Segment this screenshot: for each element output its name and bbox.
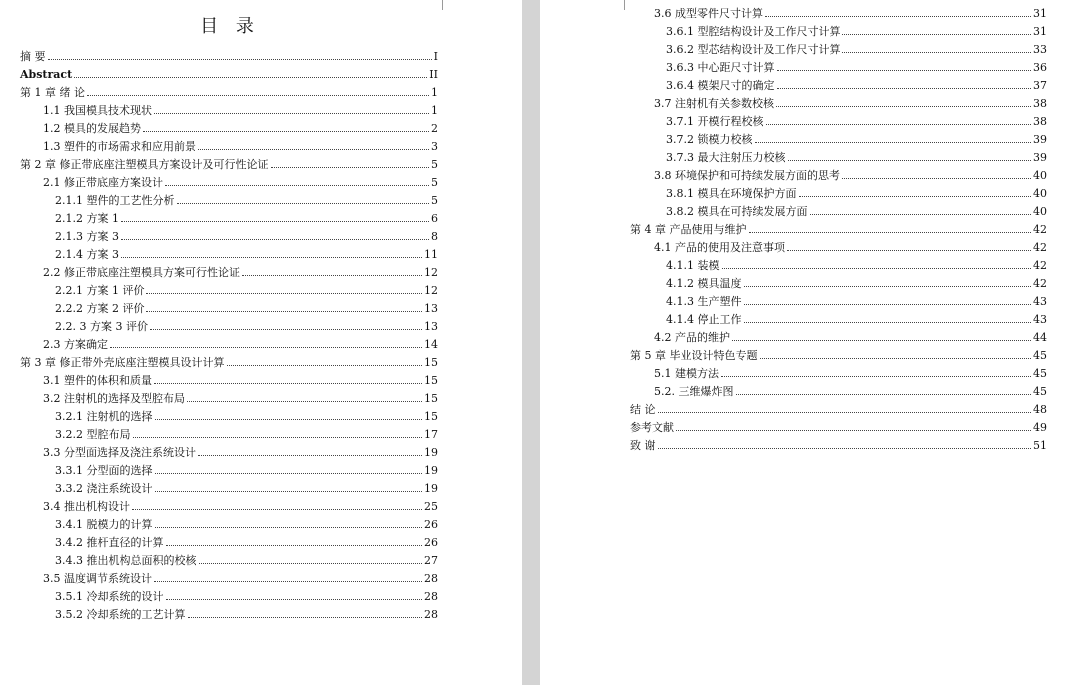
toc-entry-label: 3.3 分型面选择及浇注系统设计 (43, 446, 196, 459)
toc-entry[interactable] (630, 21, 1047, 39)
dot-leader (121, 221, 429, 222)
toc-entry-label: 参考文献 (630, 421, 674, 434)
toc-entry-page-number: 5 (431, 194, 438, 207)
toc-entry-label: 1.2 模具的发展趋势 (43, 122, 141, 135)
toc-entry-page-number: 45 (1033, 385, 1047, 398)
dot-leader (749, 232, 1032, 233)
toc-entry-page-number: 48 (1033, 403, 1047, 416)
toc-entry-page-number: II (429, 68, 438, 81)
toc-entry-label: 4.1.4 停止工作 (666, 313, 742, 326)
toc-entry-label: 3.8.1 模具在环境保护方面 (666, 187, 797, 200)
toc-entry-label: 4.1.2 模具温度 (666, 277, 742, 290)
dot-leader (155, 473, 423, 474)
toc-entry[interactable] (20, 64, 438, 82)
toc-entry-page-number: 38 (1033, 115, 1047, 128)
toc-entry[interactable] (630, 57, 1047, 75)
toc-entry-label: 3.3.1 分型面的选择 (55, 464, 153, 477)
toc-entry-label: 2.2 修正带底座注塑模具方案可行性论证 (43, 266, 240, 279)
toc-entry[interactable] (630, 129, 1047, 147)
toc-entry-label: 3.8.2 模具在可持续发展方面 (666, 205, 808, 218)
dot-leader (799, 196, 1032, 197)
toc-entry-label: 3.5 温度调节系统设计 (43, 572, 152, 585)
toc-entry-label: 3.4 推出机构设计 (43, 500, 130, 513)
dot-leader (165, 185, 429, 186)
toc-entry[interactable] (20, 118, 438, 136)
toc-entry[interactable] (630, 39, 1047, 57)
toc-entry[interactable] (20, 514, 438, 532)
dot-leader (188, 617, 423, 618)
toc-entry-page-number: 28 (424, 572, 438, 585)
toc-title: 目 录 (200, 16, 260, 37)
toc-entry-label: 2.1.4 方案 3 (55, 248, 119, 261)
toc-entry[interactable] (20, 82, 438, 100)
toc-entry-page-number: 40 (1033, 187, 1047, 200)
toc-entry-label: 4.2 产品的维护 (654, 331, 730, 344)
toc-entry-page-number: 15 (424, 374, 438, 387)
dot-leader (199, 563, 423, 564)
toc-entry[interactable] (20, 388, 438, 406)
toc-entry[interactable] (630, 291, 1047, 309)
toc-entry-page-number: 28 (424, 590, 438, 603)
dot-leader (842, 52, 1031, 53)
toc-entry[interactable] (630, 327, 1047, 345)
toc-entry[interactable] (20, 478, 438, 496)
dot-leader (776, 106, 1031, 107)
toc-entry[interactable] (630, 3, 1047, 21)
dot-leader (154, 113, 429, 114)
dot-leader (198, 455, 422, 456)
toc-entry-page-number: 13 (424, 320, 438, 333)
dot-leader (132, 509, 422, 510)
toc-entry-page-number: 51 (1033, 439, 1047, 452)
toc-entry-label: 2.2.1 方案 1 评价 (55, 284, 145, 297)
toc-entry[interactable] (630, 255, 1047, 273)
toc-entry-page-number: 45 (1033, 367, 1047, 380)
toc-entry-page-number: 37 (1033, 79, 1047, 92)
toc-entry-label: 5.1 建模方法 (654, 367, 719, 380)
toc-entry[interactable] (20, 460, 438, 478)
toc-entry-label: 2.2.2 方案 2 评价 (55, 302, 145, 315)
toc-entry[interactable] (20, 208, 438, 226)
toc-entry[interactable] (630, 93, 1047, 111)
toc-entry-page-number: 39 (1033, 133, 1047, 146)
dot-leader (154, 581, 422, 582)
dot-leader (777, 88, 1032, 89)
toc-entry-label: 3.3.2 浇注系统设计 (55, 482, 153, 495)
toc-entry-page-number: 45 (1033, 349, 1047, 362)
toc-entry-label: 2.1.2 方案 1 (55, 212, 119, 225)
dot-leader (744, 304, 1032, 305)
dot-leader (755, 142, 1032, 143)
toc-entry-label: 1.3 塑件的市场需求和应用前景 (43, 140, 196, 153)
toc-entry[interactable] (630, 237, 1047, 255)
toc-entry-page-number: 2 (431, 122, 438, 135)
toc-entry[interactable] (20, 496, 438, 514)
toc-entry-label: 结 论 (630, 403, 656, 416)
toc-entry[interactable] (630, 165, 1047, 183)
toc-entry[interactable] (20, 604, 438, 622)
dot-leader (155, 491, 423, 492)
dot-leader (788, 160, 1032, 161)
toc-entry-label: 3.8 环境保护和可持续发展方面的思考 (654, 169, 840, 182)
dot-leader (48, 59, 432, 60)
toc-entry-page-number: 27 (424, 554, 438, 567)
toc-entry-page-number: 15 (424, 410, 438, 423)
toc-entry[interactable] (630, 435, 1047, 453)
toc-entry[interactable] (630, 273, 1047, 291)
toc-entry-label: 3.7.3 最大注射压力校核 (666, 151, 786, 164)
toc-entry-label: 2.2. 3 方案 3 评价 (55, 320, 148, 333)
toc-entry-page-number: 36 (1033, 61, 1047, 74)
toc-entry[interactable] (20, 568, 438, 586)
toc-entry[interactable] (20, 280, 438, 298)
dot-leader (787, 250, 1031, 251)
toc-entry-label: 3.7.1 开模行程校核 (666, 115, 764, 128)
dot-leader (143, 131, 429, 132)
toc-entry-page-number: 40 (1033, 205, 1047, 218)
toc-entry-page-number: 1 (431, 104, 438, 117)
dot-leader (810, 214, 1032, 215)
toc-entry[interactable] (630, 201, 1047, 219)
toc-entry-label: 3.6 成型零件尺寸计算 (654, 7, 763, 20)
toc-entry-label: 3.1 塑件的体积和质量 (43, 374, 152, 387)
toc-entry[interactable] (20, 100, 438, 118)
toc-entry-label: 2.3 方案确定 (43, 338, 108, 351)
toc-entry-label: 第 5 章 毕业设计特色专题 (630, 349, 758, 362)
toc-entry-page-number: 42 (1033, 277, 1047, 290)
toc-entry-label: 4.1.3 生产塑件 (666, 295, 742, 308)
toc-entry-label: 2.1.1 塑件的工艺性分析 (55, 194, 175, 207)
dot-leader (766, 124, 1032, 125)
toc-entry-label: 4.1 产品的使用及注意事项 (654, 241, 785, 254)
dot-leader (227, 365, 423, 366)
toc-entry-page-number: 26 (424, 518, 438, 531)
dot-leader (842, 178, 1031, 179)
toc-entry-page-number: I (433, 50, 438, 63)
toc-entry-page-number: 12 (424, 266, 438, 279)
toc-entry-page-number: 19 (424, 464, 438, 477)
toc-entry-page-number: 1 (431, 86, 438, 99)
toc-entry-label: 3.7 注射机有关参数校核 (654, 97, 774, 110)
toc-entry-page-number: 3 (431, 140, 438, 153)
toc-entry-label: 致 谢 (630, 439, 656, 452)
dot-leader (121, 239, 429, 240)
toc-entry-page-number: 26 (424, 536, 438, 549)
toc-entry-page-number: 44 (1033, 331, 1047, 344)
dot-leader (777, 70, 1032, 71)
toc-entry-page-number: 6 (431, 212, 438, 225)
toc-entry[interactable] (630, 75, 1047, 93)
toc-entry-page-number: 42 (1033, 241, 1047, 254)
toc-entry[interactable] (20, 154, 438, 172)
dot-leader (110, 347, 422, 348)
dot-leader (198, 149, 429, 150)
toc-entry[interactable] (20, 262, 438, 280)
toc-entry-label: Abstract (20, 68, 73, 81)
dot-leader (121, 257, 422, 258)
toc-entry-label: 2.1 修正带底座方案设计 (43, 176, 163, 189)
toc-entry[interactable] (20, 442, 438, 460)
toc-entry[interactable] (20, 586, 438, 604)
toc-entry-page-number: 19 (424, 446, 438, 459)
dot-leader (150, 329, 422, 330)
toc-entry-page-number: 5 (431, 176, 438, 189)
toc-entry-label: 摘 要 (20, 50, 46, 63)
toc-entry[interactable] (20, 424, 438, 442)
toc-entry-label: 4.1.1 装模 (666, 259, 720, 272)
document-page-right (540, 0, 1071, 685)
dot-leader (177, 203, 430, 204)
toc-entry-label: 3.4.1 脱模力的计算 (55, 518, 153, 531)
toc-entry-label: 1.1 我国模具技术现状 (43, 104, 152, 117)
toc-entry-page-number: 40 (1033, 169, 1047, 182)
toc-entry-page-number: 43 (1033, 313, 1047, 326)
toc-entry-page-number: 43 (1033, 295, 1047, 308)
toc-entry[interactable] (20, 406, 438, 424)
toc-entry-page-number: 38 (1033, 97, 1047, 110)
dot-leader (722, 268, 1032, 269)
toc-entry-page-number: 42 (1033, 259, 1047, 272)
dot-leader (760, 358, 1032, 359)
toc-entry-label: 第 2 章 修正带底座注塑模具方案设计及可行性论证 (20, 158, 269, 171)
toc-entry-label: 第 1 章 绪 论 (20, 86, 85, 99)
toc-entry-page-number: 31 (1033, 7, 1047, 20)
dot-leader (658, 412, 1032, 413)
dot-leader (676, 430, 1031, 431)
document-page-left (0, 0, 522, 685)
dot-leader (146, 311, 422, 312)
toc-entry-page-number: 19 (424, 482, 438, 495)
toc-entry-label: 3.7.2 锁模力校核 (666, 133, 753, 146)
toc-entry-page-number: 17 (424, 428, 438, 441)
toc-entry[interactable] (20, 334, 438, 352)
toc-entry-page-number: 15 (424, 356, 438, 369)
dot-leader (736, 394, 1032, 395)
toc-entry[interactable] (20, 172, 438, 190)
dot-leader (155, 419, 423, 420)
toc-entry[interactable] (20, 244, 438, 262)
toc-entry[interactable] (20, 352, 438, 370)
page-corner-mark (432, 0, 443, 10)
toc-entry[interactable] (630, 381, 1047, 399)
toc-entry[interactable] (630, 399, 1047, 417)
toc-entry-page-number: 15 (424, 392, 438, 405)
toc-entry[interactable] (630, 345, 1047, 363)
toc-entry-page-number: 42 (1033, 223, 1047, 236)
toc-entry-page-number: 13 (424, 302, 438, 315)
dot-leader (658, 448, 1032, 449)
toc-entry-label: 3.2 注射机的选择及型腔布局 (43, 392, 185, 405)
toc-entry[interactable] (20, 550, 438, 568)
toc-entry-label: 3.6.4 模架尺寸的确定 (666, 79, 775, 92)
dot-leader (842, 34, 1031, 35)
toc-entry[interactable] (630, 309, 1047, 327)
dot-leader (187, 401, 422, 402)
dot-leader (271, 167, 430, 168)
dot-leader (74, 77, 427, 78)
dot-leader (154, 383, 422, 384)
toc-entry[interactable] (20, 226, 438, 244)
dot-leader (146, 293, 422, 294)
toc-entry-page-number: 11 (424, 248, 438, 261)
dot-leader (744, 322, 1032, 323)
toc-entry-label: 第 4 章 产品使用与维护 (630, 223, 747, 236)
toc-entry[interactable] (630, 417, 1047, 435)
toc-entry-page-number: 39 (1033, 151, 1047, 164)
toc-entry[interactable] (630, 111, 1047, 129)
toc-entry-label: 5.2. 三维爆炸图 (654, 385, 734, 398)
toc-entry-page-number: 49 (1033, 421, 1047, 434)
toc-entry[interactable] (20, 370, 438, 388)
toc-entry[interactable] (20, 190, 438, 208)
toc-entry-page-number: 31 (1033, 25, 1047, 38)
toc-entry[interactable] (630, 183, 1047, 201)
toc-entry-label: 3.6.2 型芯结构设计及工作尺寸计算 (666, 43, 841, 56)
toc-entry[interactable] (630, 219, 1047, 237)
toc-entry-label: 3.5.2 冷却系统的工艺计算 (55, 608, 186, 621)
toc-entry[interactable] (630, 363, 1047, 381)
toc-entry-label: 3.2.1 注射机的选择 (55, 410, 153, 423)
dot-leader (133, 437, 423, 438)
toc-entry[interactable] (20, 316, 438, 334)
toc-entry-page-number: 33 (1033, 43, 1047, 56)
toc-entry-page-number: 14 (424, 338, 438, 351)
dot-leader (744, 286, 1032, 287)
toc-entry-label: 3.5.1 冷却系统的设计 (55, 590, 164, 603)
toc-entry[interactable] (20, 46, 438, 64)
toc-entry-page-number: 25 (424, 500, 438, 513)
toc-entry-page-number: 28 (424, 608, 438, 621)
toc-entry-label: 2.1.3 方案 3 (55, 230, 119, 243)
dot-leader (155, 527, 423, 528)
toc-entry-label: 3.2.2 型腔布局 (55, 428, 131, 441)
toc-entry-label: 3.4.2 推杆直径的计算 (55, 536, 164, 549)
toc-entry[interactable] (20, 532, 438, 550)
toc-entry-label: 3.6.1 型腔结构设计及工作尺寸计算 (666, 25, 841, 38)
dot-leader (87, 95, 429, 96)
dot-leader (166, 545, 423, 546)
dot-leader (732, 340, 1031, 341)
toc-entry-label: 3.4.3 推出机构总面积的校核 (55, 554, 197, 567)
toc-entry-page-number: 5 (431, 158, 438, 171)
toc-entry-page-number: 8 (431, 230, 438, 243)
toc-entry[interactable] (20, 136, 438, 154)
toc-entry-label: 3.6.3 中心距尺寸计算 (666, 61, 775, 74)
dot-leader (166, 599, 423, 600)
toc-entry-label: 第 3 章 修正带外壳底座注塑模具设计计算 (20, 356, 225, 369)
dot-leader (242, 275, 422, 276)
toc-entry[interactable] (630, 147, 1047, 165)
dot-leader (721, 376, 1031, 377)
toc-entry-page-number: 12 (424, 284, 438, 297)
dot-leader (765, 16, 1031, 17)
toc-entry[interactable] (20, 298, 438, 316)
